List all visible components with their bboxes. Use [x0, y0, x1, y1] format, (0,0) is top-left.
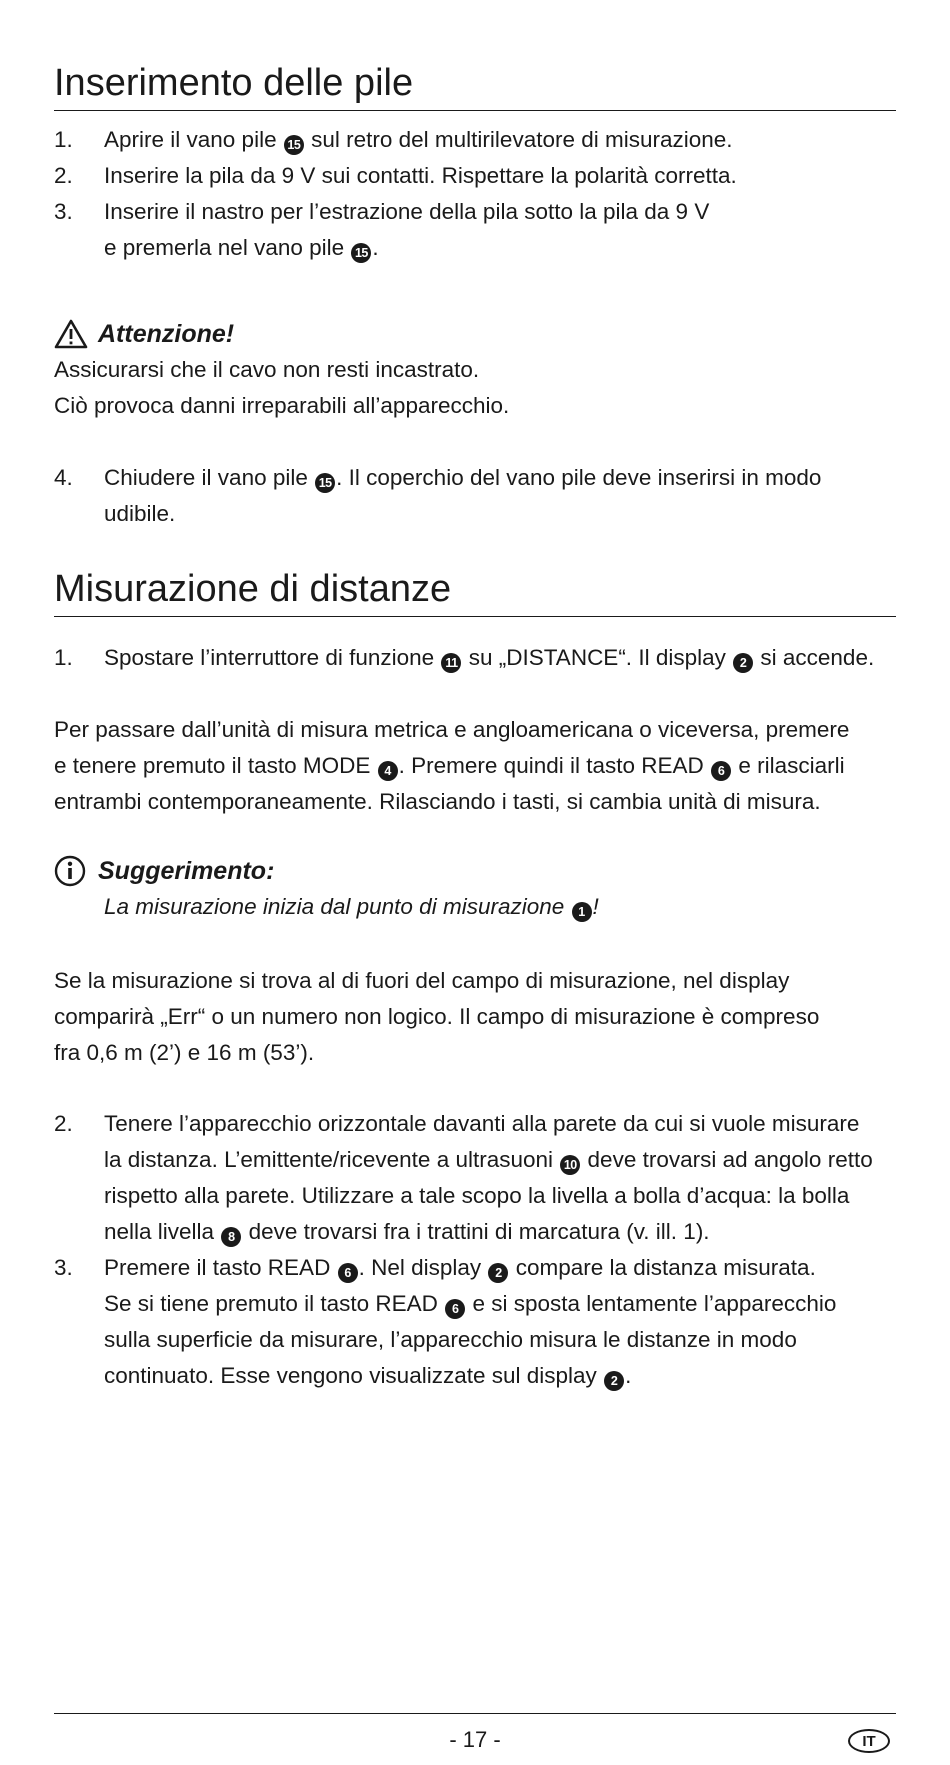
unit-switch-paragraph: Per passare dall’unità di misura metrica e angloamericana o viceversa, premere e tenere premuto il tasto MODE 4 . Premere quindi il tasto READ 6 e rilasciarli entrambi contemporaneamente. Rilasciando i tasti, si cambia unità di misura. — [54, 717, 850, 814]
battery-step-4-list — [54, 460, 896, 532]
section-title-distance: Misurazione di distanze — [54, 570, 896, 617]
warning-line-1: Assicurarsi che il cavo non resti incastrato. — [54, 357, 480, 382]
battery-step-3: 3. Inserire il nastro per l’estrazione della pila sotto la pila da 9 V e premerla nel vano pile 15 . — [54, 194, 896, 266]
ref-marker: 11 — [441, 653, 461, 673]
distance-step-3: 3. Premere il tasto READ 6 . Nel display 2 compare la distanza misurata. Se si tiene premuto il tasto READ 6 e si sposta lentamente l’apparecchio sulla superficie da misurare, l’apparecchio misura le distanze in modo continuato. Esse vengono visualizzate sul display 2 . — [54, 1250, 896, 1394]
ref-marker: 6 — [445, 1299, 465, 1319]
language-badge: IT — [848, 1729, 890, 1753]
warning-triangle-icon — [54, 316, 92, 352]
ref-marker: 1 — [572, 902, 592, 922]
battery-step-1: 1. Aprire il vano pile 15 sul retro del multirilevatore di misurazione. — [54, 122, 896, 158]
info-icon — [54, 853, 92, 889]
page-number: - 17 - — [449, 1727, 501, 1752]
manual-page — [54, 0, 896, 1765]
ref-marker: 2 — [733, 653, 753, 673]
ref-marker: 8 — [221, 1227, 241, 1247]
tip-heading: Suggerimento: — [54, 853, 274, 889]
ref-marker: 15 — [284, 135, 304, 155]
distance-steps — [54, 1106, 896, 1394]
distance-step-2: 2. Tenere l’apparecchio orizzontale davanti alla parete da cui si vuole misurare la distanza. L’emittente/ricevente a ultrasuoni 10 deve trovarsi ad angolo retto rispetto alla parete. Utilizzare a tale scopo la livella a bolla d’acqua: la bolla nella livella 8 deve trovarsi fra i trattini di marcatura (v. ill. 1). — [54, 1106, 896, 1250]
ref-marker: 6 — [338, 1263, 358, 1283]
footer-divider — [54, 1713, 896, 1714]
warning-heading: Attenzione! — [54, 316, 234, 352]
ref-marker: 2 — [488, 1263, 508, 1283]
tip-text: La misurazione inizia dal punto di misurazione 1 ! — [104, 889, 599, 925]
ref-marker: 10 — [560, 1155, 580, 1175]
battery-step-4: 4. Chiudere il vano pile 15 . Il coperchio del vano pile deve inserirsi in modo udibile. — [54, 465, 822, 526]
ref-marker: 2 — [604, 1371, 624, 1391]
distance-step-1: 1. Spostare l’interruttore di funzione 11 su „DISTANCE“. Il display 2 si accende. — [54, 640, 896, 676]
ref-marker: 6 — [711, 761, 731, 781]
section-title-batteries: Inserimento delle pile — [54, 64, 896, 111]
battery-step-2: 2. Inserire la pila da 9 V sui contatti. Rispettare la polarità corretta. — [54, 163, 737, 188]
ref-marker: 15 — [351, 243, 371, 263]
ref-marker: 15 — [315, 473, 335, 493]
range-paragraph: Se la misurazione si trova al di fuori del campo di misurazione, nel display comparirà „Err“ o un numero non logico. Il campo di misurazione è compreso fra 0,6 m (2’) e 16 m (53’). — [54, 968, 820, 1065]
ref-marker: 4 — [378, 761, 398, 781]
warning-line-2: Ciò provoca danni irreparabili all’apparecchio. — [54, 393, 510, 418]
battery-steps — [54, 122, 896, 266]
distance-step-1-list — [54, 640, 896, 676]
